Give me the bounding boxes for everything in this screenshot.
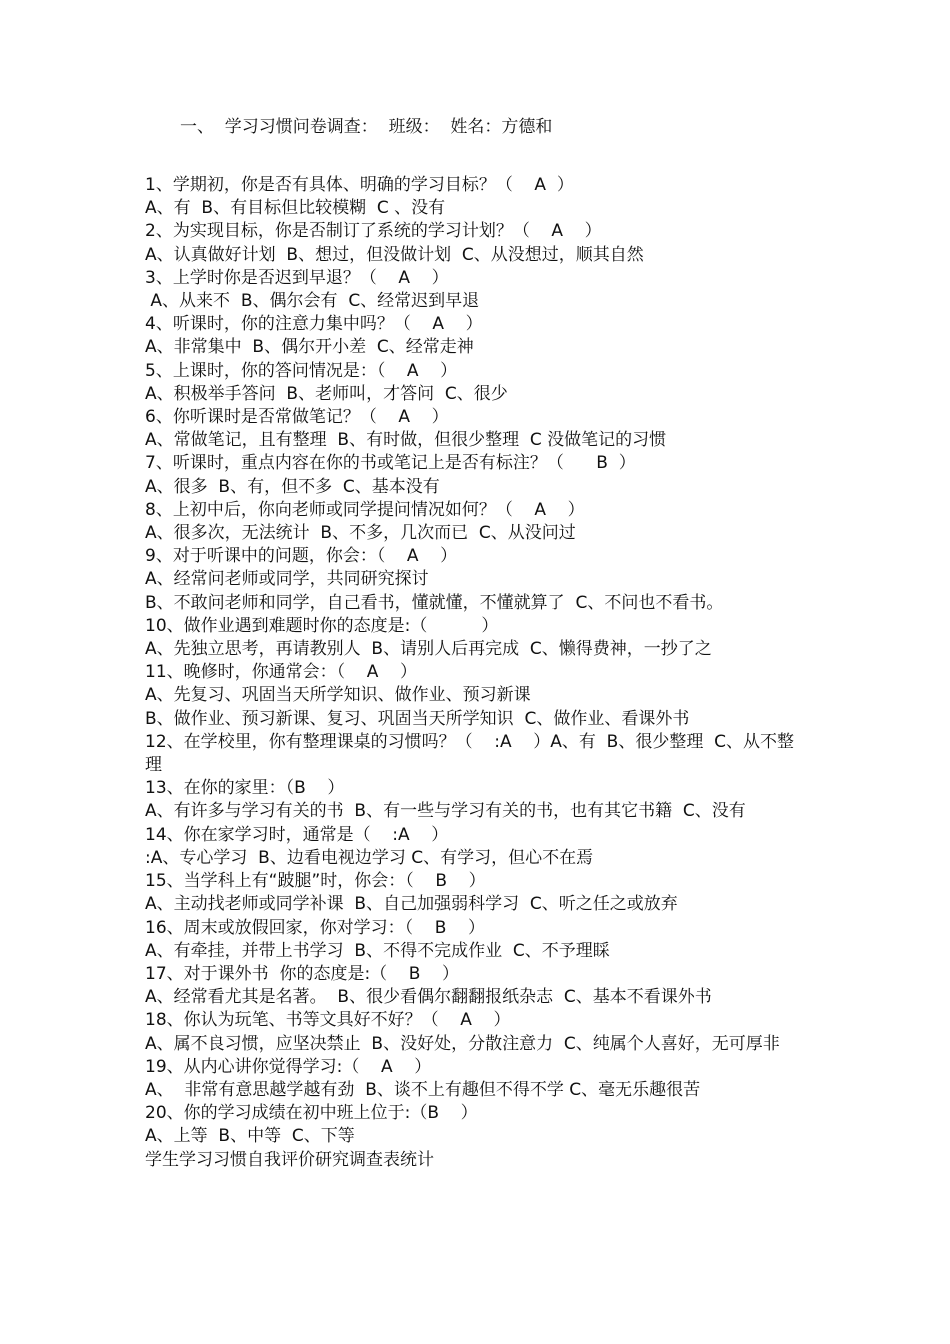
text-line: 12、在学校里，你有整理课桌的习惯吗？（ :A ）A、有 B、很少整理 C、从不整理	[145, 731, 794, 776]
text-line: A、属不良习惯，应坚决禁止 B、没好处，分散注意力 C、纯属个人喜好，无可厚非	[145, 1033, 780, 1054]
text-line: 17、对于课外书 你的态度是:（ B ）	[145, 963, 460, 984]
text-line: 19、从内心讲你觉得学习:（ A ）	[145, 1056, 432, 1077]
text-line: A、先独立思考，再请教别人 B、请别人后再完成 C、懒得费神，一抄了之	[145, 639, 712, 660]
text-line: B、做作业、预习新课、复习、巩固当天所学知识 C、做作业、看课外书	[145, 708, 690, 729]
text-line: A、从来不 B、偶尔会有 C、经常迟到早退	[145, 291, 480, 312]
text-line: 16、周末或放假回家，你对学习：（ B ）	[145, 917, 486, 938]
text-line: A、经常问老师或同学，共同研究探讨	[145, 569, 429, 590]
text-line: B、不敢问老师和同学，自己看书，懂就懂，不懂就算了 C、不问也不看书。	[145, 592, 724, 613]
text-line: 1、学期初，你是否有具体、明确的学习目标？（ A ）	[145, 175, 574, 195]
text-line: A、很多 B、有，但不多 C、基本没有	[145, 476, 440, 497]
text-line: A、很多次，无法统计 B、不多，几次而已 C、从没问过	[145, 523, 576, 544]
text-line: 4、听课时，你的注意力集中吗？（ A ）	[145, 314, 483, 335]
text-line: A、积极举手答问 B、老师叫，才答问 C、很少	[145, 383, 508, 404]
text-line: 2、为实现目标，你是否制订了系统的学习计划？（ A ）	[145, 221, 602, 242]
text-line: 学生学习习惯自我评价研究调查表统计	[145, 1149, 434, 1170]
text-line: 11、晚修时，你通常会：（ A ）	[145, 662, 417, 683]
questionnaire-body	[145, 174, 805, 1172]
text-line: 9、对于听课中的问题，你会：（ A ）	[145, 546, 458, 567]
text-line: A、有 B、有目标但比较模糊 C 、没有	[145, 198, 446, 219]
text-line: A、主动找老师或同学补课 B、自己加强弱科学习 C、听之任之或放弃	[145, 894, 678, 915]
questionnaire-header: 一、 学习习惯问卷调查： 班级： 姓名：方德和	[180, 117, 553, 137]
text-line: 10、做作业遇到难题时你的态度是:（ ）	[145, 615, 499, 636]
text-line: A、先复习、巩固当天所学知识、做作业、预习新课	[145, 685, 531, 706]
text-line: 15、当学科上有“跛腿”时，你会：（ B ）	[145, 871, 486, 892]
text-line: 7、听课时，重点内容在你的书或笔记上是否有标注？（ B ）	[145, 453, 636, 474]
text-line: 3、上学时你是否迟到早退？（ A ）	[145, 267, 449, 288]
text-line: A、非常集中 B、偶尔开小差 C、经常走神	[145, 337, 474, 358]
text-line: A、认真做好计划 B、想过，但没做计划 C、从没想过，顺其自然	[145, 244, 644, 265]
text-line: A、 非常有意思越学越有劲 B、谈不上有趣但不得不学 C、毫无乐趣很苦	[145, 1079, 701, 1100]
text-line: 5、上课时，你的答问情况是：（ A ）	[145, 360, 458, 381]
text-line: 8、上初中后，你向老师或同学提问情况如何？（ A ）	[145, 499, 585, 520]
text-line: 6、你听课时是否常做笔记？（ A ）	[145, 407, 449, 428]
text-line: 14、你在家学习时，通常是（ :A ）	[145, 824, 449, 845]
text-line: A、上等 B、中等 C、下等	[145, 1126, 355, 1147]
text-line: 13、在你的家里：（B ）	[145, 778, 345, 799]
text-line: A、经常看尤其是名著。 B、很少看偶尔翻翻报纸杂志 C、基本不看课外书	[145, 987, 712, 1008]
text-line: A、常做笔记，且有整理 B、有时做，但很少整理 C 没做笔记的习惯	[145, 430, 667, 451]
text-line: :A、专心学习 B、边看电视边学习 C、有学习，但心不在焉	[145, 847, 594, 868]
text-line: A、有牵挂，并带上书学习 B、不得不完成作业 C、不予理睬	[145, 940, 610, 961]
text-line: 18、你认为玩笔、书等文具好不好？（ A ）	[145, 1010, 511, 1031]
text-line: A、有许多与学习有关的书 B、有一些与学习有关的书，也有其它书籍 C、没有	[145, 801, 746, 822]
text-line: 20、你的学习成绩在初中班上位于:（B ）	[145, 1103, 478, 1124]
